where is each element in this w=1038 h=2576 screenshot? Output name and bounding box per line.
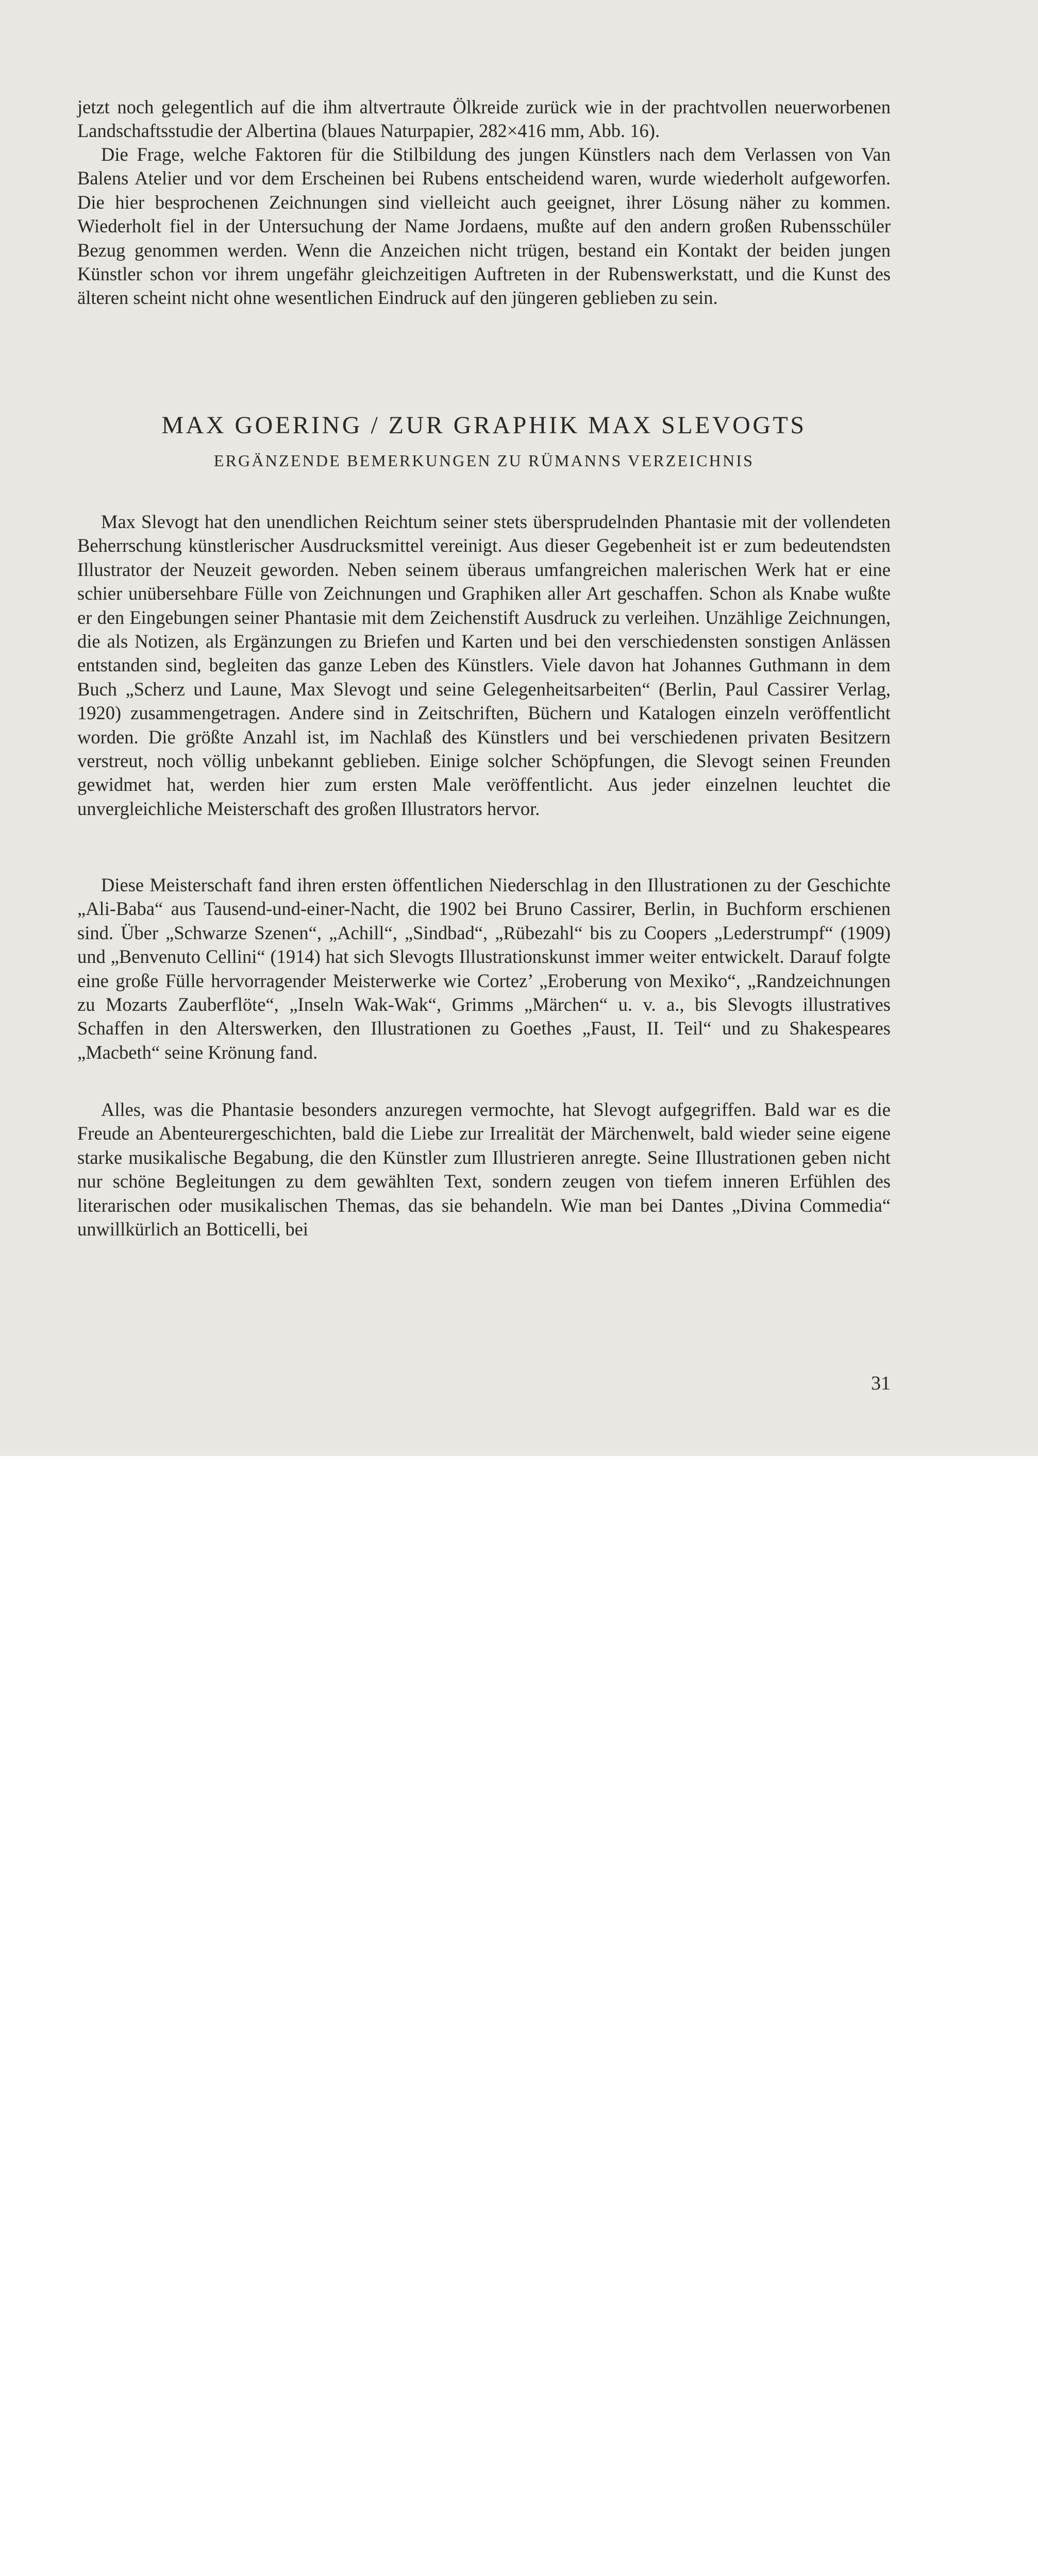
paragraph: Diese Meisterschaft fand ihren ersten öffentlichen Niederschlag in den Illustrationen zu der Geschichte „Ali-Baba“ aus Tausend-und-einer-Nacht, die 1902 bei Bruno Cassirer, Berlin, in Buchform erschienen sind. Über „Schwarze Szenen“, „Achill“, „Sindbad“, „Rübezahl“ bis zu Coopers „Lederstrumpf“ (1909) und „Benvenuto Cellini“ (1914) hat sich Slevogts Illustrationskunst immer weiter entwickelt. Darauf folgte eine große Fülle hervorragender Meisterwerke wie Cortez’ „Eroberung von Mexiko“, „Randzeichnungen zu Mozarts Zauberflöte“, „Inseln Wak-Wak“, Grimms „Märchen“ u. v. a., bis Slevogts illustratives Schaffen in den Alterswerken, den Illustrationen zu Goethes „Faust, II. Teil“ und zu Shakespeares „Macbeth“ seine Krönung fand. — [77, 874, 891, 1063]
article-title: MAX GOERING / ZUR GRAPHIK MAX SLEVOGTS — [161, 412, 807, 439]
paragraph: Alles, was die Phantasie besonders anzuregen vermochte, hat Slevogt aufgegriffen. Bald war es die Freude an Abenteurergeschichten, bald die Liebe zur Irrealität der Märchenwelt, bald wieder seine eigene starke musikalische Begabung, die den Künstler zum Illustrieren anregte. Seine Illustrationen geben nicht nur schöne Begleitungen zu dem gewählten Text, sondern zeugen von tiefem inneren Erfühlen des literarischen oder musikalischen Themas, das sie behandeln. Wie man bei Dantes „Divina Commedia“ unwillkürlich an Botticelli, bei — [77, 1099, 891, 1240]
page-number: 31 — [871, 1372, 891, 1394]
article-subtitle: ERGÄNZENDE BEMERKUNGEN ZU RÜMANNS VERZEICHNIS — [213, 451, 755, 470]
paragraph: Die Frage, welche Faktoren für die Stilbildung des jungen Künstlers nach dem Verlassen von Van Balens Atelier und vor dem Erscheinen bei Rubens entscheidend waren, wurde wiederholt aufgeworfen. Die hier besprochenen Zeichnungen sind vielleicht auch geeignet, ihrer Lösung näher zu kommen. Wiederholt fiel in der Untersuchung der Name Jordaens, mußte auf den andern großen Rubensschüler Bezug genommen werden. Wenn die Anzeichen nicht trügen, bestand ein Kontakt der beiden jungen Künstler schon vor ihrem ungefähr gleichzeitigen Auftreten in der Rubenswerkstatt, und die Kunst des älteren scheint nicht ohne wesentlichen Eindruck auf den jüngeren geblieben zu sein. — [77, 144, 891, 309]
paragraph: jetzt noch gelegentlich auf die ihm altvertraute Ölkreide zurück wie in der prachtvollen neuerworbenen Landschaftsstudie der Albertina (blaues Naturpapier, 282×416 mm, Abb. 16). — [77, 96, 891, 142]
paragraph: Max Slevogt hat den unendlichen Reichtum seiner stets übersprudelnden Phantasie mit der vollendeten Beherrschung künstlerischer Ausdrucksmittel vereinigt. Aus dieser Gegebenheit ist er zum bedeutendsten Illustrator der Neuzeit geworden. Neben seinem überaus umfangreichen malerischen Werk hat er eine schier unübersehbare Fülle von Zeichnungen und Graphiken aller Art geschaffen. Schon als Knabe wußte er den Eingebungen seiner Phantasie mit dem Zeichenstift Ausdruck zu verleihen. Unzählige Zeichnungen, die als Notizen, als Ergänzungen zu Briefen und Karten und bei den verschiedensten sonstigen Anlässen entstanden sind, begleiten das ganze Leben des Künstlers. Viele davon hat Johannes Guthmann in dem Buch „Scherz und Laune, Max Slevogt und seine Gelegenheitsarbeiten“ (Berlin, Paul Cassirer Verlag, 1920) zusammengetragen. Andere sind in Zeitschriften, Büchern und Katalogen einzeln veröffentlicht worden. Die größte Anzahl ist, im Nachlaß des Künstlers und bei verschiedenen privaten Besitzern verstreut, noch völlig unbekannt geblieben. Einige solcher Schöpfungen, die Slevogt seinen Freunden gewidmet hat, werden hier zum ersten Male veröffentlicht. Aus jeder einzelnen leuchtet die unvergleichliche Meisterschaft des großen Illustrators hervor. — [77, 511, 891, 819]
viewer-footer — [0, 1456, 1038, 1555]
